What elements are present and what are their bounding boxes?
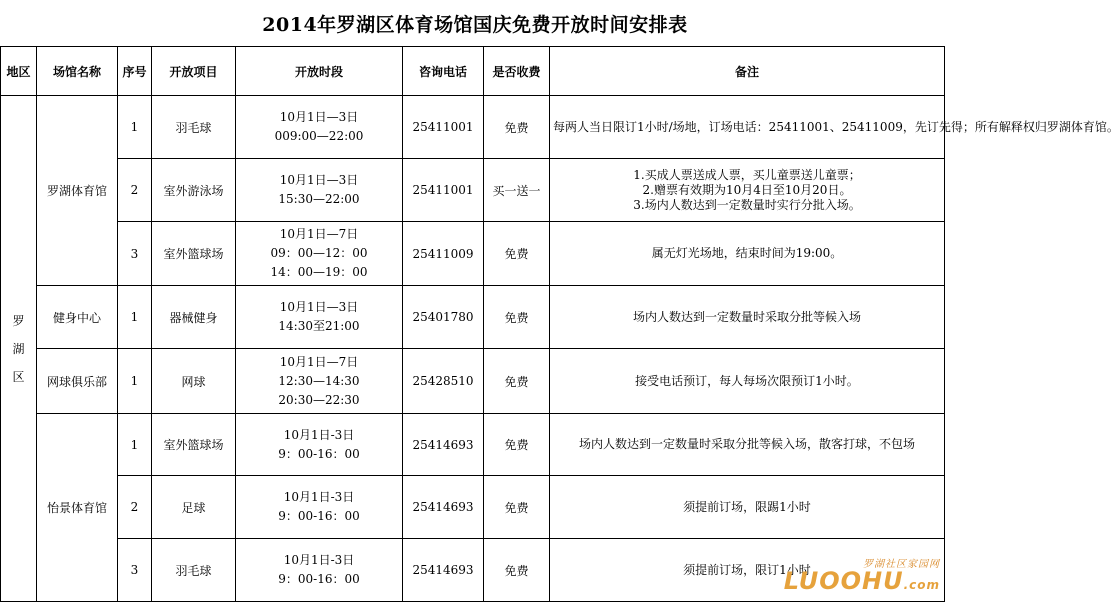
note-line: 3.场内人数达到一定数量时实行分批入场。 <box>633 197 861 212</box>
time-line: 10月1日—7日 <box>279 354 359 369</box>
row-phone: 25428510 <box>403 349 484 414</box>
row-no: 1 <box>118 349 152 414</box>
time-line: 009:00—22:00 <box>274 129 364 143</box>
row-no: 3 <box>118 539 152 602</box>
row-time <box>236 96 403 159</box>
note-line: 每两人当日限订1小时/场地，订场电话：25411001、25411009，先订先得；所有解释权归罗湖体育馆。 <box>553 119 1119 134</box>
row-fee: 免费 <box>484 96 550 159</box>
table-row <box>1 349 945 414</box>
time-line: 14:30至21:00 <box>278 319 360 333</box>
venue-cell: 健身中心 <box>37 286 118 349</box>
time-line: 9：00-16：00 <box>278 446 360 461</box>
row-note <box>550 349 945 414</box>
row-phone: 25414693 <box>403 539 484 602</box>
note-line: 2.赠票有效期为10月4日至10月20日。 <box>642 182 852 197</box>
header-venue: 场馆名称 <box>37 47 118 96</box>
row-note <box>550 476 945 539</box>
header-fee: 是否收费 <box>484 47 550 96</box>
row-fee: 免费 <box>484 286 550 349</box>
venue-cell: 网球俱乐部 <box>37 349 118 414</box>
row-no: 3 <box>118 222 152 286</box>
table-row <box>1 96 945 159</box>
row-note <box>550 414 945 476</box>
header-time: 开放时段 <box>236 47 403 96</box>
row-phone: 25414693 <box>403 414 484 476</box>
row-fee: 免费 <box>484 222 550 286</box>
time-line: 10月1日—3日 <box>279 173 359 187</box>
header-region: 地区 <box>1 47 37 96</box>
row-time <box>236 286 403 349</box>
time-line: 10月1日-3日 <box>283 427 355 442</box>
watermark-domain: .com <box>903 578 940 592</box>
row-time <box>236 222 403 286</box>
row-item: 室外篮球场 <box>152 222 236 286</box>
time-line: 15:30—22:00 <box>278 192 360 206</box>
watermark-logo <box>783 567 940 596</box>
time-line: 9：00-16：00 <box>278 572 360 586</box>
table-row <box>1 476 945 539</box>
row-time <box>236 159 403 222</box>
region-char-1: 罗 <box>12 313 25 328</box>
site-watermark <box>784 555 940 596</box>
row-item: 羽毛球 <box>152 539 236 602</box>
time-line: 10月1日—3日 <box>279 110 359 124</box>
watermark-brand: LUOOHU <box>783 567 904 595</box>
header-phone: 咨询电话 <box>403 47 484 96</box>
region-char-3: 区 <box>12 369 25 384</box>
time-line: 10月1日-3日 <box>283 490 355 504</box>
note-line: 属无灯光场地，结束时间为19:00。 <box>651 246 843 260</box>
table-row <box>1 286 945 349</box>
note-line: 1.买成人票送成人票，买儿童票送儿童票； <box>633 167 861 182</box>
header-row <box>1 47 945 96</box>
note-line: 场内人数达到一定数量时采取分批等候入场 <box>632 309 861 324</box>
row-item: 室外游泳场 <box>152 159 236 222</box>
table-row <box>1 222 945 286</box>
schedule-table <box>0 46 1119 602</box>
row-fee: 免费 <box>484 414 550 476</box>
row-no: 1 <box>118 96 152 159</box>
row-note <box>550 96 1119 159</box>
time-line: 20:30—22:30 <box>278 392 360 407</box>
row-note <box>550 286 945 349</box>
region-char-2: 湖 <box>12 341 25 356</box>
note-line: 接受电话预订，每人每场次限预订1小时。 <box>635 373 859 388</box>
row-fee: 免费 <box>484 349 550 414</box>
row-phone: 25411009 <box>403 222 484 286</box>
watermark-tagline: 罗湖社区家园网 <box>863 559 940 570</box>
row-no: 1 <box>118 286 152 349</box>
row-item: 网球 <box>152 349 236 414</box>
row-item: 器械健身 <box>152 286 236 349</box>
note-line: 场内人数达到一定数量时采取分批等候入场，散客打球，不包场 <box>578 437 915 451</box>
header-no: 序号 <box>118 47 152 96</box>
row-item: 羽毛球 <box>152 96 236 159</box>
time-line: 09：00—12：00 <box>270 246 368 260</box>
row-fee: 免费 <box>484 476 550 539</box>
row-no: 2 <box>118 476 152 539</box>
header-item: 开放项目 <box>152 47 236 96</box>
header-note: 备注 <box>550 47 945 96</box>
time-line: 14：00—19：00 <box>270 265 368 279</box>
table-row <box>1 159 945 222</box>
venue-cell: 怡景体育馆 <box>37 414 118 602</box>
row-note <box>550 159 945 222</box>
venue-cell: 罗湖体育馆 <box>37 96 118 286</box>
row-phone: 25401780 <box>403 286 484 349</box>
row-item: 足球 <box>152 476 236 539</box>
time-line: 10月1日—3日 <box>279 300 359 314</box>
table-row <box>1 414 945 476</box>
row-phone: 25411001 <box>403 96 484 159</box>
row-fee: 买一送一 <box>484 159 550 222</box>
row-time <box>236 539 403 602</box>
time-line: 12:30—14:30 <box>278 373 360 388</box>
row-phone: 25411001 <box>403 159 484 222</box>
row-time <box>236 414 403 476</box>
time-line: 9：00-16：00 <box>278 509 360 523</box>
page-title: 2014年罗湖区体育场馆国庆免费开放时间安排表 <box>262 13 688 36</box>
time-line: 10月1日-3日 <box>283 553 355 567</box>
time-line: 10月1日—7日 <box>279 227 359 241</box>
note-line: 须提前订场，限踢1小时 <box>683 499 811 514</box>
region-cell <box>1 96 37 602</box>
row-no: 1 <box>118 414 152 476</box>
row-time <box>236 476 403 539</box>
row-no: 2 <box>118 159 152 222</box>
row-note <box>550 222 945 286</box>
row-phone: 25414693 <box>403 476 484 539</box>
row-item: 室外篮球场 <box>152 414 236 476</box>
row-time <box>236 349 403 414</box>
note-line: 须提前订场，限订1小时 <box>683 562 811 577</box>
row-fee: 免费 <box>484 539 550 602</box>
